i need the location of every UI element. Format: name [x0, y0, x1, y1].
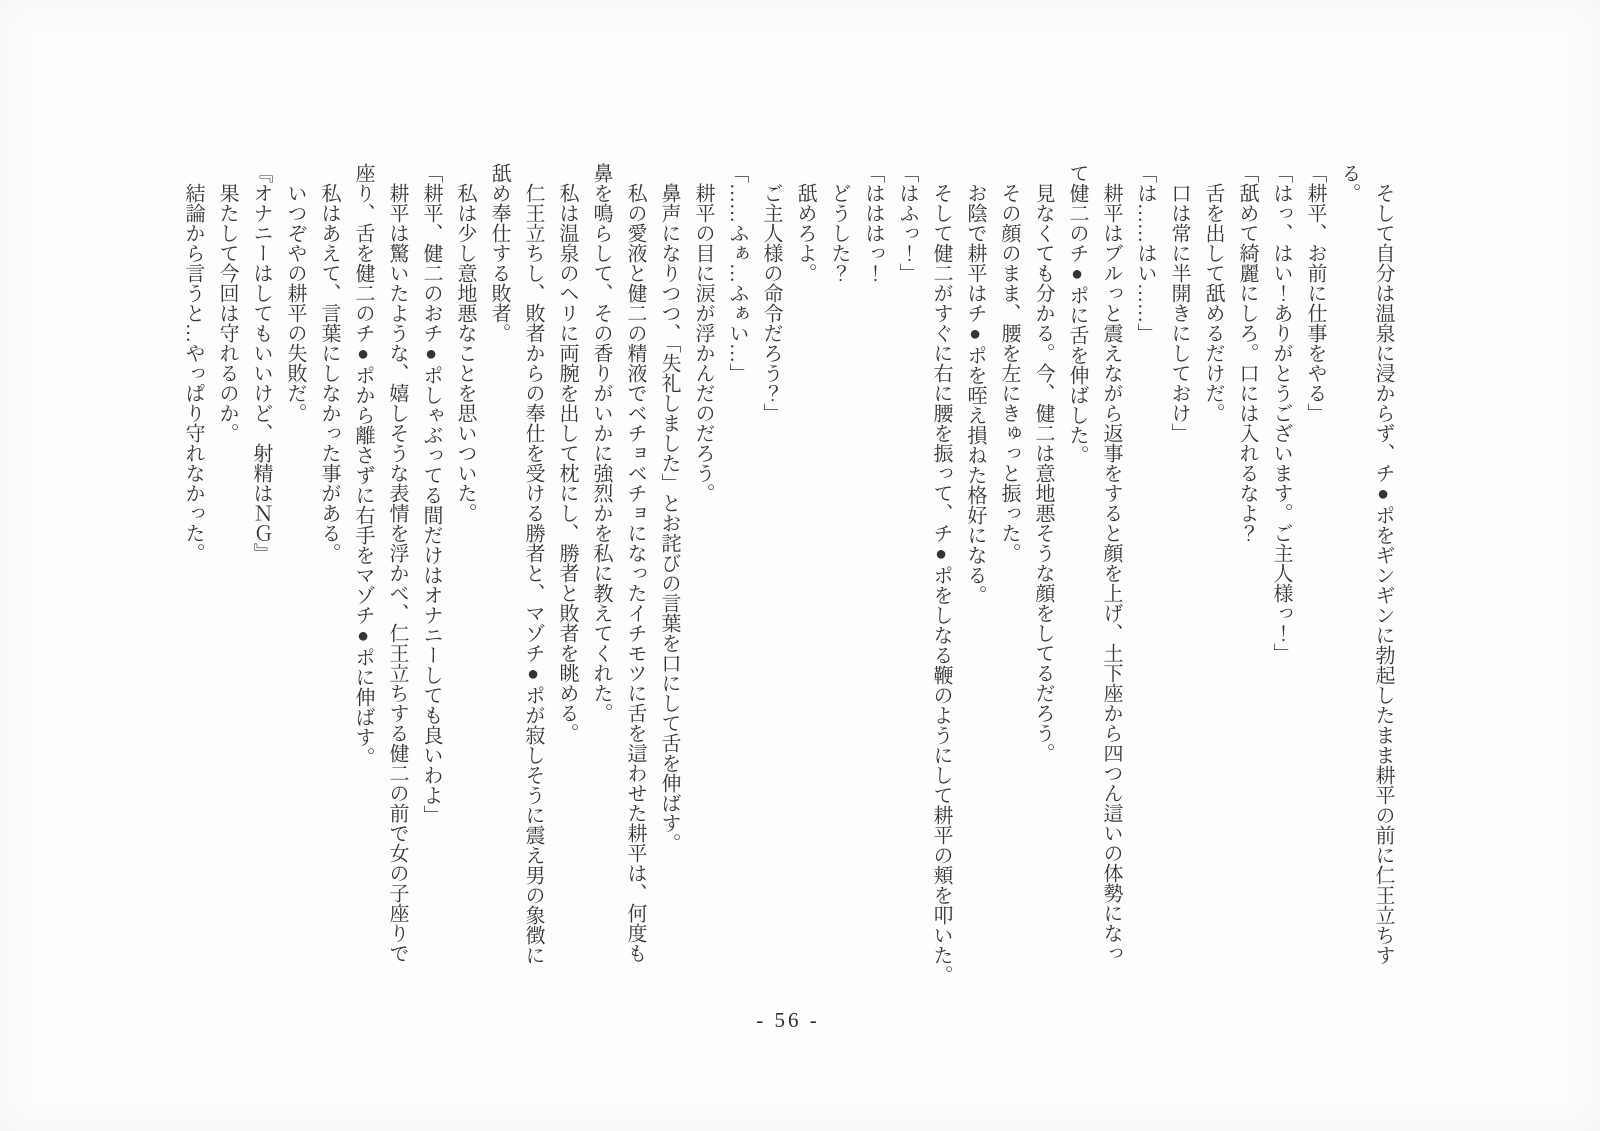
text-line: 耕平はブルっと震えながら返事をすると顔を上げ、土下座から四つん這いの体勢になっ	[1100, 183, 1122, 963]
text-line: 私はあえて、言葉にしなかった事がある。	[318, 183, 340, 563]
text-line: どうした？	[828, 183, 850, 283]
text-line: お陰で耕平はチ●ポを咥え損ねた格好になる。	[964, 183, 986, 605]
text-line: その顔のまま、腰を左にきゅっと振った。	[998, 183, 1020, 563]
text-line: 私は少し意地悪なことを思いついた。	[454, 183, 476, 523]
text-line: 『オナニーはしてもいいけど、射精はＮＧ』	[250, 163, 272, 563]
text-line: る。	[1338, 163, 1360, 203]
text-line: 舐め奉仕する敗者。	[488, 163, 510, 343]
text-line: 鼻を鳴らして、その香りがいかに強烈かを私に教えてくれた。	[590, 163, 612, 723]
text-line: 果たして今回は守れるのか。	[216, 183, 238, 443]
text-line: 舐めろよ。	[794, 183, 816, 283]
text-line: 「耕平、健二のおチ●ポしゃぶってる間だけはオナニーしても良いわよ」	[420, 163, 442, 825]
text-line: 「……ふぁ…ふぁい…」	[726, 163, 748, 383]
text-line: 見なくても分かる。今、健二は意地悪そうな顔をしてるだろう。	[1032, 183, 1054, 763]
text-line: 結論から言うと…やっぱり守れなかった。	[182, 183, 204, 563]
text-line: 耕平の目に涙が浮かんだのだろう。	[692, 183, 714, 503]
text-line: 鼻声になりつつ、「失礼しました」とお詫びの言葉を口にして舌を伸ばす。	[658, 183, 680, 853]
text-line: 耕平は驚いたような、嬉しそうな表情を浮かべ、仁王立ちする健二の前で女の子座りで	[386, 183, 408, 963]
text-line: 「耕平、お前に仕事をやる」	[1304, 163, 1326, 423]
text-line: いつぞやの耕平の失敗だ。	[284, 183, 306, 423]
text-line: 口は常に半開きにしておけ」	[1168, 183, 1190, 443]
text-line: 「は……はい……」	[1134, 163, 1156, 343]
text-line: 舌を出して舐めるだけだ。	[1202, 183, 1224, 423]
text-line: て健二のチ●ポに舌を伸ばした。	[1066, 163, 1088, 465]
text-line: 仁王立ちし、敗者からの奉仕を受ける勝者と、マゾチ●ポが寂しそうに震え男の象徴に	[522, 183, 544, 965]
text-line: ご主人様の命令だろう？」	[760, 183, 782, 423]
text-line: 私の愛液と健二の精液でベチョベチョになったイチモツに舌を這わせた耕平は、何度も	[624, 183, 646, 963]
body-text	[176, 163, 1400, 987]
text-line: 私は温泉のヘリに両腕を出して枕にし、勝者と敗者を眺める。	[556, 183, 578, 743]
text-line: そして自分は温泉に浸からず、チ●ポをギンギンに勃起したまま耕平の前に仁王立ちす	[1372, 183, 1394, 965]
page-number: - 56 -	[756, 1008, 820, 1032]
text-line: 「はははっ！	[862, 163, 884, 283]
text-line: 「はっ、はい！ありがとうございます。ご主人様っ！」	[1270, 163, 1292, 663]
text-line: 「はふっ！」	[896, 163, 918, 283]
text-line: そして健二がすぐに右に腰を振って、チ●ポをしなる鞭のようにして耕平の頬を叩いた。	[930, 183, 952, 985]
text-line: 座り、舌を健二のチ●ポから離さずに右手をマゾチ●ポに伸ばす。	[352, 163, 374, 767]
text-line: 「舐めて綺麗にしろ。口には入れるなよ？	[1236, 163, 1258, 543]
